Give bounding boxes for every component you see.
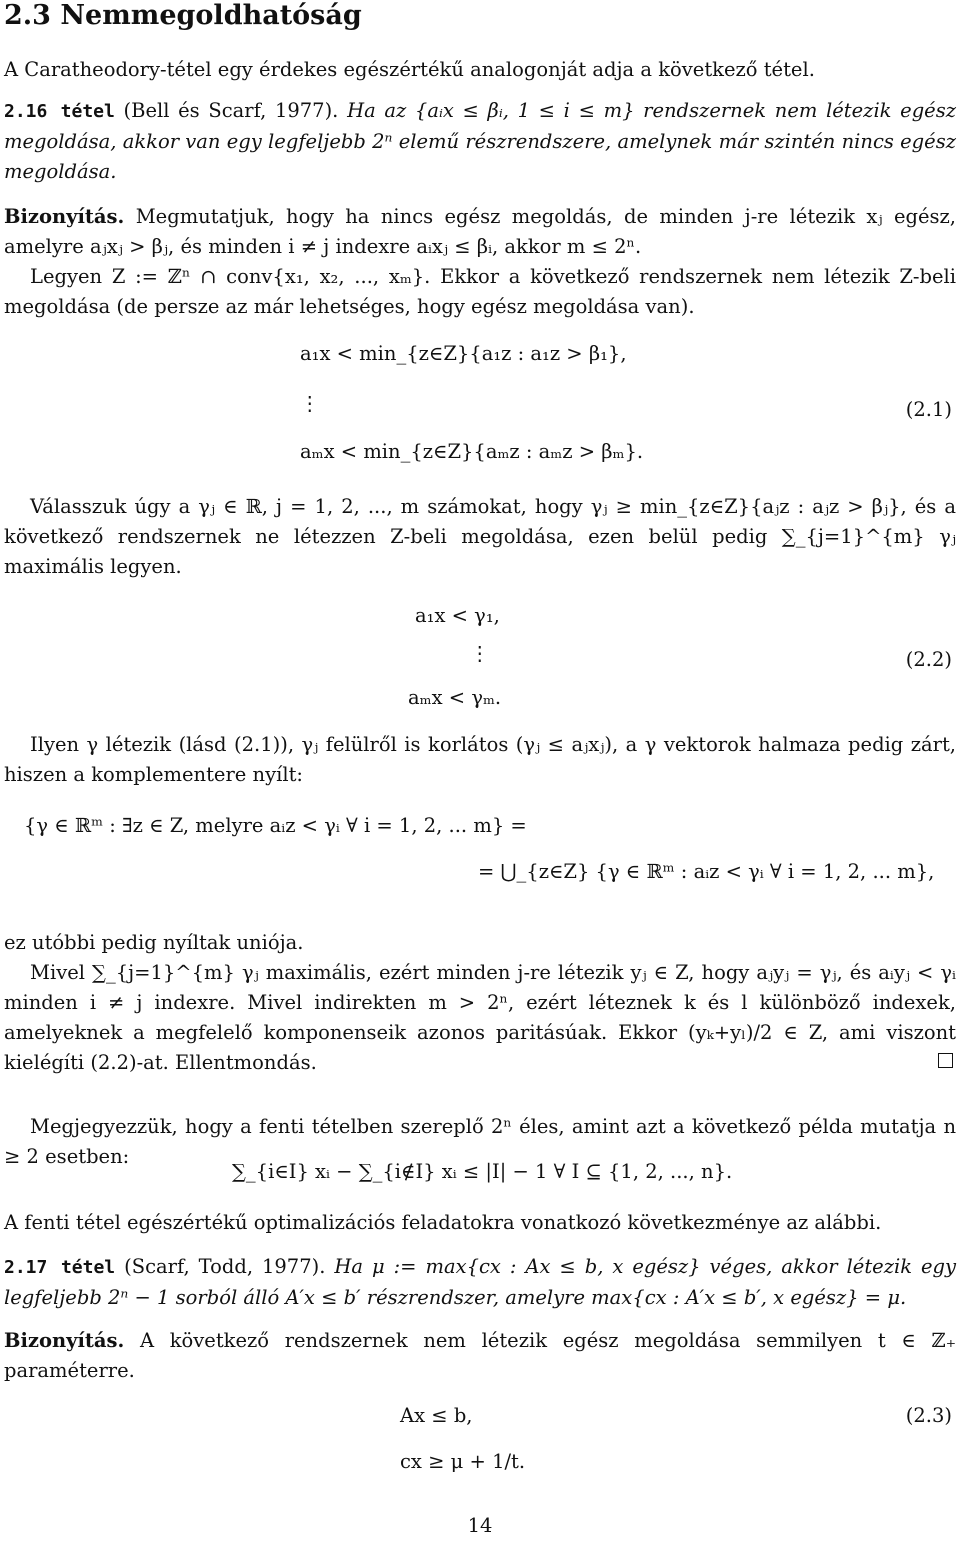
intro-paragraph [4,55,956,85]
proof-2-17 [4,1326,956,1386]
page-number: 14 [467,1514,493,1537]
theorem-statement: Ha μ := max{cx : Ax ≤ b, x egész} véges, akkor létezik egy legfeljebb 2ⁿ − 1 sorból álló A′x ≤ b′ részrendszer, amelyre max{cx : A′x ≤ b′, x egész} = μ. [4,1255,957,1309]
paragraph-consequence-text: A fenti tétel egészértékű optimalizációs feladatokra vonatkozó következménye az alábbi. [4,1211,882,1234]
paragraph-consequence [4,1208,956,1238]
paragraph-gamma-choice-text: Válasszuk úgy a γⱼ ∈ ℝ, j = 1, 2, ..., m számokat, hogy γⱼ ≥ min_{z∈Z}{aⱼz : aⱼz > βⱼ}, és a következő rendszernek ne létezzen Z-beli megoldása, ezen belül pedig ∑_{j=1}^{m} γⱼ maximális legyen. [4,495,956,578]
section-title: 2.3 Nemmegoldhatóság [4,0,362,31]
theorem-2-17 [4,1252,956,1313]
paragraph-closed-set-text: Ilyen γ létezik (lásd (2.1)), γⱼ felülről is korlátos (γⱼ ≤ aⱼxⱼ), a γ vektorok halmaza pedig zárt, hiszen a komplementere nyílt: [4,733,956,786]
theorem-label: 2.16 tétel [4,101,115,122]
eq-2-1-row-2: aₘx < min_{z∈Z}{aₘz : aₘz > βₘ}. [300,440,644,463]
proof-2-16 [4,202,956,322]
paragraph-contradiction-text: Mivel ∑_{j=1}^{m} γⱼ maximális, ezért minden j-re létezik yⱼ ∈ Z, hogy aⱼyⱼ = γⱼ, és aᵢyⱼ < γᵢ minden i ≠ j indexre. Mivel indirekten m > 2ⁿ, ezért léteznek k és l különböző indexek, amelyeknek a megfelelő komponenseik azonos paritásúak. Ekkor (yₖ+yₗ)/2 ∈ Z, ami viszont kielégíti (2.2)-at. Ellentmondás. [4,961,956,1074]
eq-set-row-2: = ⋃_{z∈Z} {γ ∈ ℝᵐ : aᵢz < γᵢ ∀ i = 1, 2, ... m}, [478,860,935,883]
theorem-citation: (Bell és Scarf, 1977). [123,99,339,122]
eq-set-row-1: {γ ∈ ℝᵐ : ∃z ∈ Z, melyre aᵢz < γᵢ ∀ i = 1, 2, ... m} = [24,814,527,837]
eq-2-2-number: (2.2) [905,648,952,671]
eq-2-1-number: (2.1) [905,398,952,421]
paragraph-contradiction [4,958,956,1078]
theorem-statement: Ha az {aᵢx ≤ βᵢ, 1 ≤ i ≤ m} rendszernek nem létezik egész megoldása, akkor van egy legfeljebb 2ⁿ elemű részrendszere, amelynek már szintén nincs egész megoldása. [4,99,957,183]
proof-label: Bizonyítás. [4,1329,125,1352]
theorem-citation: (Scarf, Todd, 1977). [124,1255,326,1278]
theorem-2-16 [4,96,956,187]
paragraph-remark-text: Megjegyezzük, hogy a fenti tételben szereplő 2ⁿ éles, amint azt a következő példa mutatja n ≥ 2 esetben: [4,1115,956,1168]
proof-text-1: Megmutatjuk, hogy ha nincs egész megoldás, de minden j-re létezik xⱼ egész, amelyre aⱼxⱼ > βⱼ, és minden i ≠ j indexre aᵢxⱼ ≤ βᵢ, akkor m ≤ 2ⁿ. [4,205,957,258]
eq-2-3-row-2: cx ≥ μ + 1/t. [400,1450,526,1473]
eq-2-1-vdots: ⋮ [300,392,320,415]
qed-box-icon [938,1053,953,1068]
proof-text: A következő rendszernek nem létezik egész megoldása semmilyen t ∈ ℤ₊ paraméterre. [4,1329,957,1382]
eq-2-2-vdots: ⋮ [470,642,490,665]
intro-text: A Caratheodory-tétel egy érdekes egészértékű analogonját adja a következő tétel. [4,58,815,81]
eq-2-2-row-1: a₁x < γ₁, [415,604,500,627]
proof-text-2: Legyen Z := ℤⁿ ∩ conv{x₁, x₂, ..., xₘ}. Ekkor a következő rendszernek nem létezik Z-beli megoldása (de persze az már lehetséges, hogy egész megoldása van). [4,265,956,318]
theorem-label: 2.17 tétel [4,1257,116,1278]
eq-2-2-row-2: aₘx < γₘ. [408,686,502,709]
eq-2-3-row-1: Ax ≤ b, [400,1404,473,1427]
paragraph-gamma-choice [4,492,956,582]
paragraph-open-union-text: ez utóbbi pedig nyíltak uniója. [4,931,304,954]
proof-label: Bizonyítás. [4,205,125,228]
eq-2-3-number: (2.3) [905,1404,952,1427]
paragraph-open-union [4,928,956,958]
paragraph-closed-set [4,730,956,790]
eq-sharp-example: ∑_{i∈I} xᵢ − ∑_{i∉I} xᵢ ≤ |I| − 1 ∀ I ⊆ {1, 2, ..., n}. [232,1160,733,1183]
eq-2-1-row-1: a₁x < min_{z∈Z}{a₁z : a₁z > β₁}, [300,342,627,365]
